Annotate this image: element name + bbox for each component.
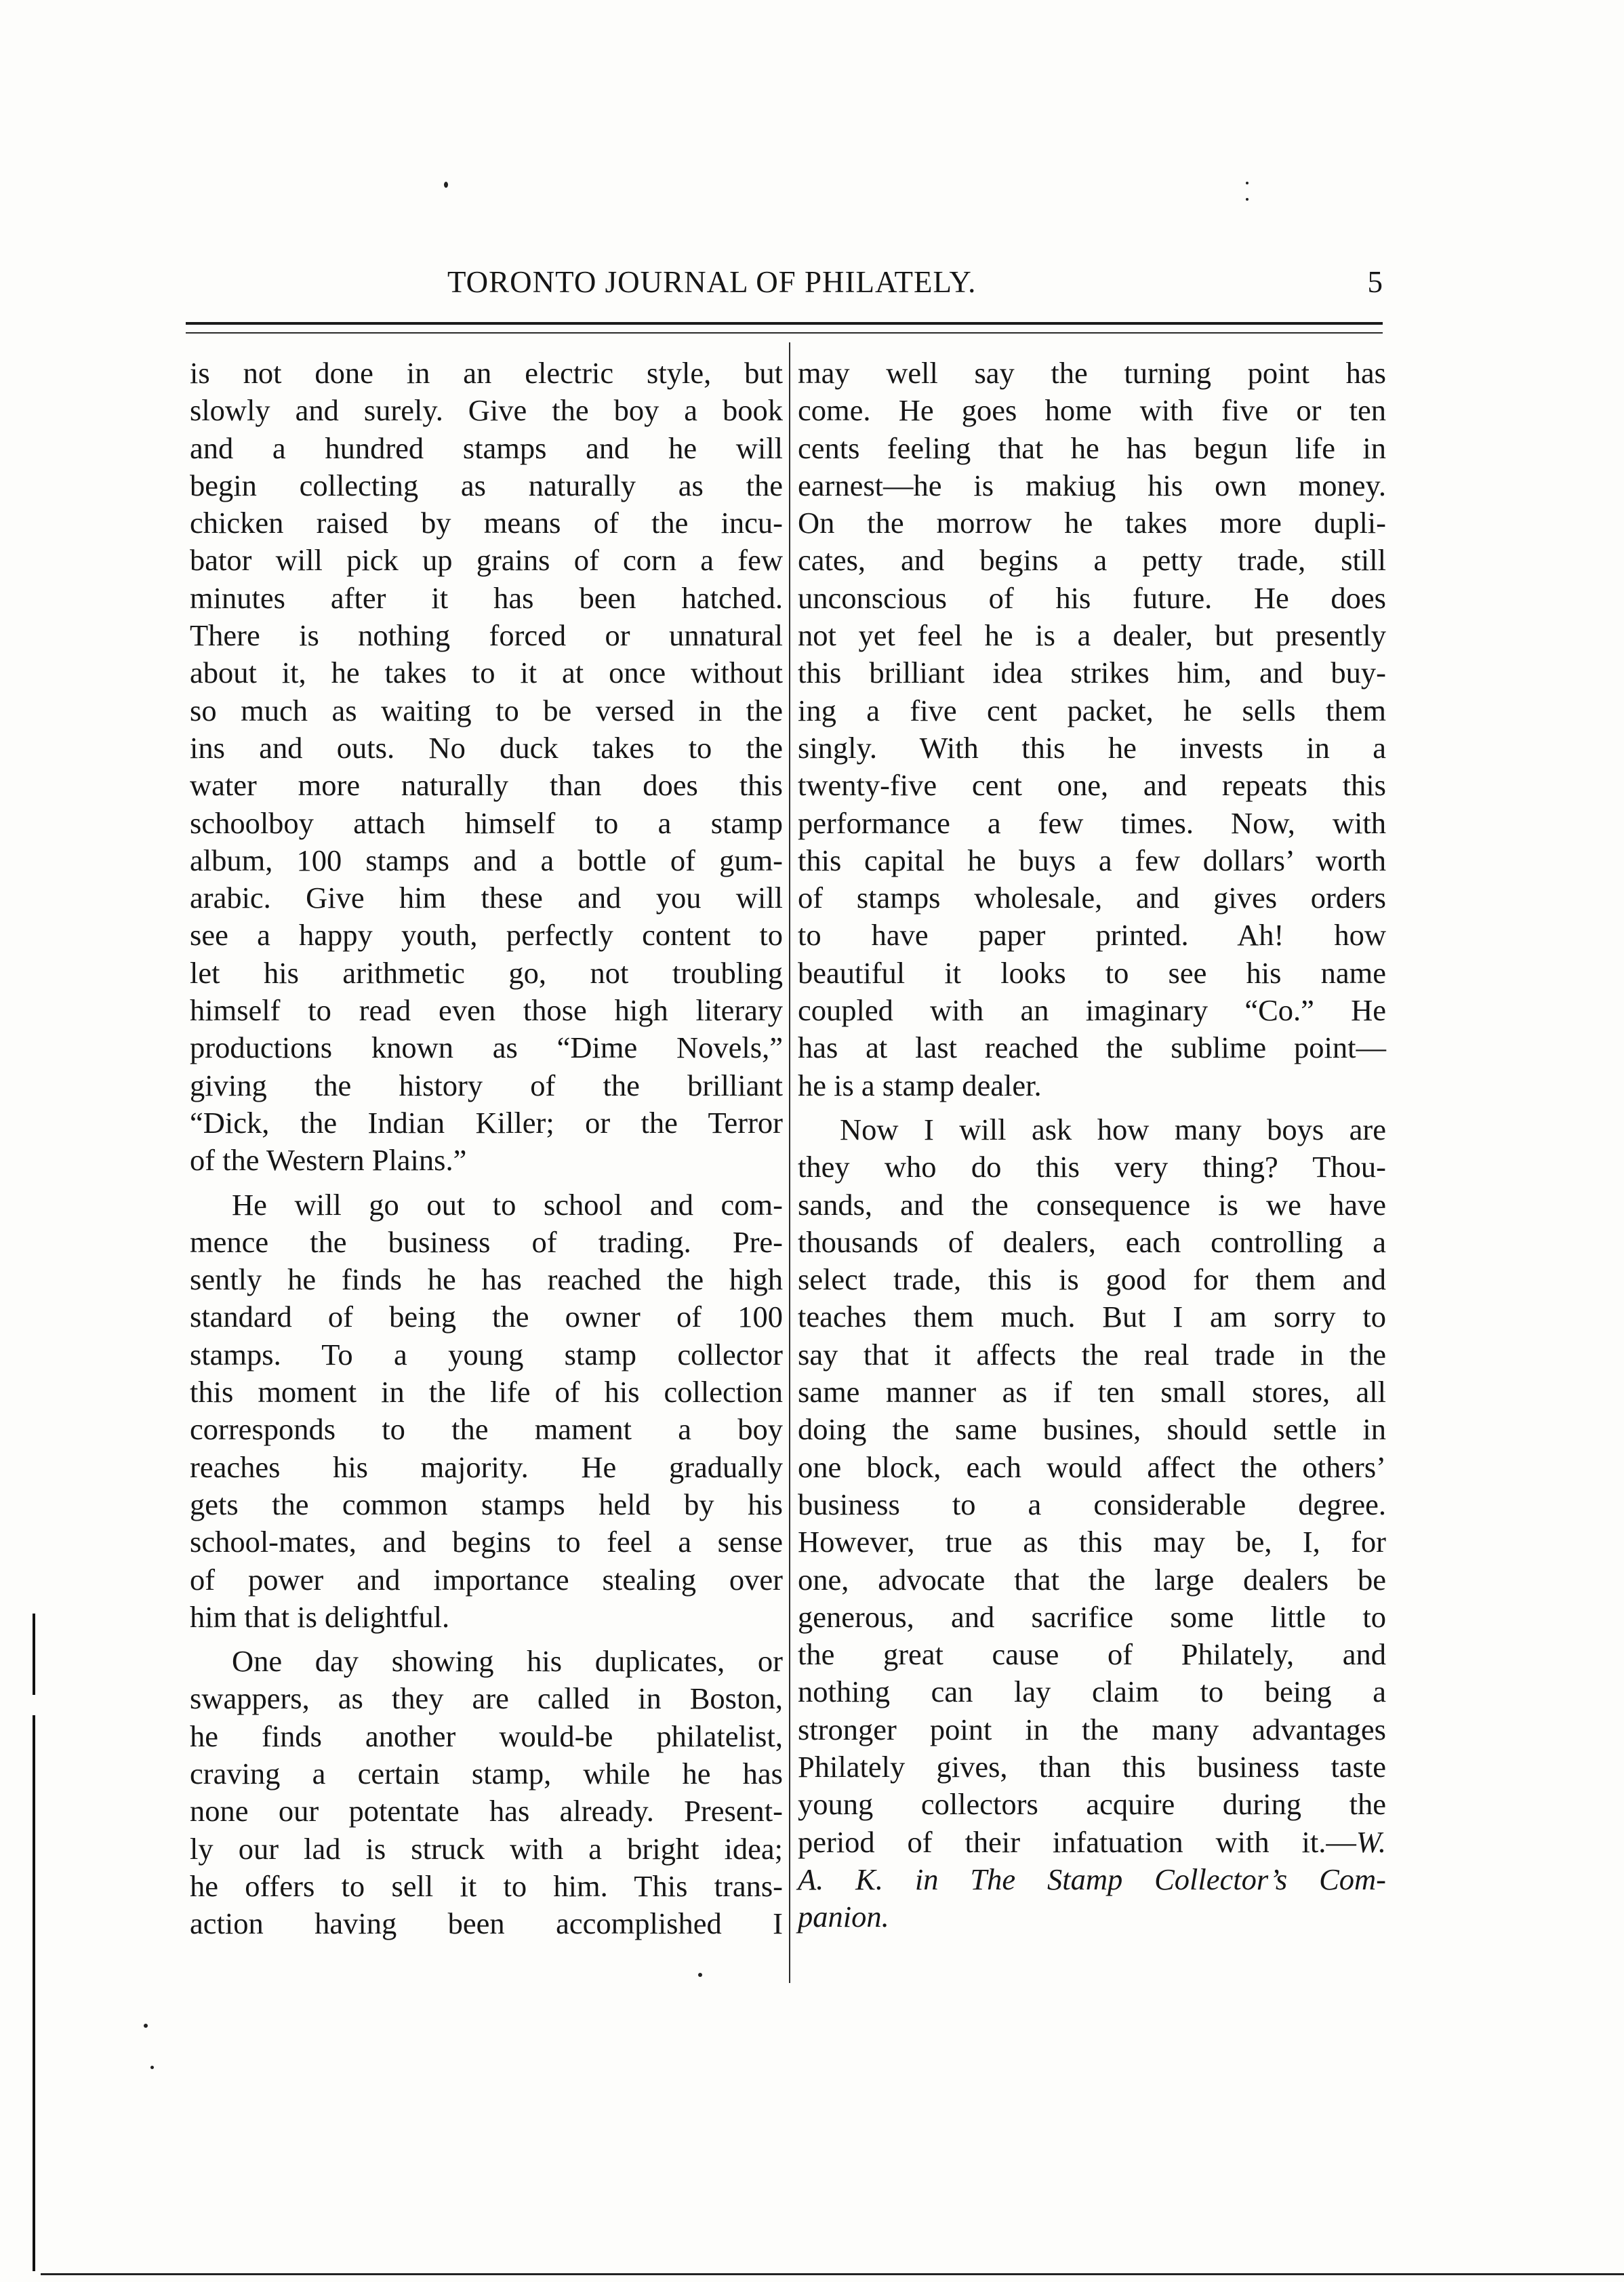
margin-scan-mark: [33, 1715, 35, 2271]
text-line: so much as waiting to be versed in the: [190, 693, 783, 727]
text-line: this moment in the life of his collection: [190, 1375, 783, 1409]
text-line: However, true as this may be, I, for: [798, 1525, 1386, 1559]
text-line: he is a stamp dealer.: [798, 1068, 1042, 1102]
running-header: [183, 264, 1383, 305]
scan-speck: [698, 1973, 702, 1977]
text-line: beautiful it looks to see his name: [798, 955, 1386, 990]
text-line: sently he finds he has reached the high: [190, 1262, 783, 1297]
attribution-line: [798, 1861, 1386, 1898]
text-line: and a hundred stamps and he will: [190, 431, 783, 465]
text-line: none our potentate has already. Present-: [190, 1794, 783, 1828]
text-line: come. He goes home with five or ten: [798, 393, 1386, 428]
text-line: corresponds to the mament a boy: [190, 1412, 783, 1447]
text-line: stronger point in the many advantages: [798, 1712, 1386, 1746]
text-line: chicken raised by means of the incu-: [190, 506, 783, 540]
text-line: doing the same busines, should settle in: [798, 1412, 1386, 1447]
margin-scan-mark: [33, 1614, 35, 1695]
text-line: begin collecting as naturally as the: [190, 468, 783, 502]
text-line: craving a certain stamp, while he has: [190, 1756, 783, 1790]
attribution-text: A. K. in The Stamp Collector’s Com-: [798, 1862, 1386, 1896]
paragraph: [190, 1643, 783, 1942]
scan-speck: [444, 182, 448, 188]
text-line: sands, and the consequence is we have: [798, 1187, 1386, 1222]
text-line: Now I will ask how many boys are: [840, 1112, 1386, 1146]
text-line: reaches his majority. He gradually: [190, 1449, 783, 1484]
text-line: water more naturally than does this: [190, 768, 783, 803]
text-line: cents feeling that he has begun life in: [798, 431, 1386, 465]
text-line: he offers to sell it to him. This trans-: [190, 1868, 783, 1903]
header-rule-thin: [186, 332, 1383, 334]
text-line: schoolboy attach himself to a stamp: [190, 805, 783, 840]
right-column: [798, 355, 1386, 1942]
text-line: nothing can lay claim to being a: [798, 1675, 1386, 1709]
text-line: this capital he buys a few dollars’ worth: [798, 843, 1386, 877]
text-line: not yet feel he is a dealer, but presently: [798, 618, 1386, 653]
text-line: twenty-five cent one, and repeats this: [798, 768, 1386, 803]
text-line: the great cause of Philately, and: [798, 1637, 1386, 1672]
text-line: generous, and sacrifice some little to: [798, 1599, 1386, 1634]
attribution-initial: W.: [1356, 1824, 1386, 1859]
paragraph: [798, 1111, 1386, 1936]
text-line: giving the history of the brilliant: [190, 1068, 783, 1102]
text-line: he finds another would-be philatelist,: [190, 1719, 783, 1753]
text-line: [798, 1824, 1386, 1861]
text-line: ly our lad is struck with a bright idea;: [190, 1831, 783, 1866]
text-line: There is nothing forced or unnatural: [190, 618, 783, 653]
text-line: school-mates, and begins to feel a sense: [190, 1525, 783, 1559]
text-line: him that is delightful.: [190, 1599, 450, 1634]
text-line: may well say the turning point has: [798, 356, 1386, 390]
attribution-line: [798, 1898, 1386, 1936]
text-line: select trade, this is good for them and: [798, 1262, 1386, 1297]
text-line: see a happy youth, perfectly content to: [190, 918, 783, 953]
text-line: swappers, as they are called in Boston,: [190, 1681, 783, 1716]
text-line: One day showing his duplicates, or: [232, 1644, 783, 1679]
text-line-part: period of their infatuation with it.—: [798, 1824, 1356, 1859]
text-line: bator will pick up grains of corn a few: [190, 543, 783, 578]
text-line: one block, each would affect the others’: [798, 1449, 1386, 1484]
text-line: gets the common stamps held by his: [190, 1487, 783, 1521]
journal-title: TORONTO JOURNAL OF PHILATELY.: [447, 265, 977, 299]
text-line: “Dick, the Indian Killer; or the Terror: [190, 1105, 783, 1140]
text-line: minutes after it has been hatched.: [190, 580, 783, 615]
text-line: action having been accomplished I: [190, 1906, 783, 1941]
text-line: productions known as “Dime Novels,”: [190, 1030, 783, 1065]
text-line: young collectors acquire during the: [798, 1787, 1386, 1822]
text-line: ing a five cent packet, he sells them: [798, 693, 1386, 727]
scan-speck: [144, 2024, 148, 2028]
scan-speck: [1246, 182, 1249, 184]
text-line: cates, and begins a petty trade, still: [798, 543, 1386, 578]
text-line: album, 100 stamps and a bottle of gum-: [190, 843, 783, 877]
text-line: thousands of dealers, each controlling a: [798, 1224, 1386, 1259]
text-line: unconscious of his future. He does: [798, 580, 1386, 615]
text-line: slowly and surely. Give the boy a book: [190, 393, 783, 428]
text-line: of the Western Plains.”: [190, 1143, 467, 1178]
text-line: earnest—he is makiug his own money.: [798, 468, 1386, 502]
attribution-text: panion.: [798, 1900, 889, 1934]
text-line: of power and importance stealing over: [190, 1562, 783, 1597]
text-line: arabic. Give him these and you will: [190, 881, 783, 915]
paragraph: [798, 355, 1386, 1104]
text-line: stamps. To a young stamp collector: [190, 1337, 783, 1372]
text-line: let his arithmetic go, not troubling: [190, 955, 783, 990]
text-line: On the morrow he takes more dupli-: [798, 506, 1386, 540]
text-line: one, advocate that the large dealers be: [798, 1562, 1386, 1597]
text-line: business to a considerable degree.: [798, 1487, 1386, 1521]
text-line: say that it affects the real trade in the: [798, 1337, 1386, 1372]
header-rule: [186, 322, 1383, 325]
page-number: 5: [1367, 265, 1383, 299]
text-line: of stamps wholesale, and gives orders: [798, 881, 1386, 915]
left-column: [190, 355, 783, 1949]
text-line: has at last reached the sublime point—: [798, 1030, 1386, 1065]
text-line: this brilliant idea strikes him, and buy-: [798, 656, 1386, 690]
text-line: performance a few times. Now, with: [798, 805, 1386, 840]
text-line: singly. With this he invests in a: [798, 730, 1386, 765]
text-line: He will go out to school and com-: [232, 1187, 783, 1222]
paragraph: [190, 355, 783, 1180]
scan-speck: [1246, 198, 1249, 201]
text-line: they who do this very thing? Thou-: [798, 1150, 1386, 1184]
text-line: coupled with an imaginary “Co.” He: [798, 993, 1386, 1028]
text-line: standard of being the owner of 100: [190, 1300, 783, 1334]
text-line: Philately gives, than this business taste: [798, 1749, 1386, 1784]
text-line: is not done in an electric style, but: [190, 356, 783, 390]
text-line: mence the business of trading. Pre-: [190, 1224, 783, 1259]
bottom-scan-edge: [41, 2273, 1624, 2275]
column-divider: [789, 342, 790, 1983]
scan-speck: [150, 2066, 154, 2069]
paragraph: [190, 1186, 783, 1637]
text-line: ins and outs. No duck takes to the: [190, 730, 783, 765]
text-line: same manner as if ten small stores, all: [798, 1375, 1386, 1409]
text-line: himself to read even those high literary: [190, 993, 783, 1028]
text-line: to have paper printed. Ah! how: [798, 918, 1386, 953]
text-line: teaches them much. But I am sorry to: [798, 1300, 1386, 1334]
text-line: about it, he takes to it at once without: [190, 656, 783, 690]
